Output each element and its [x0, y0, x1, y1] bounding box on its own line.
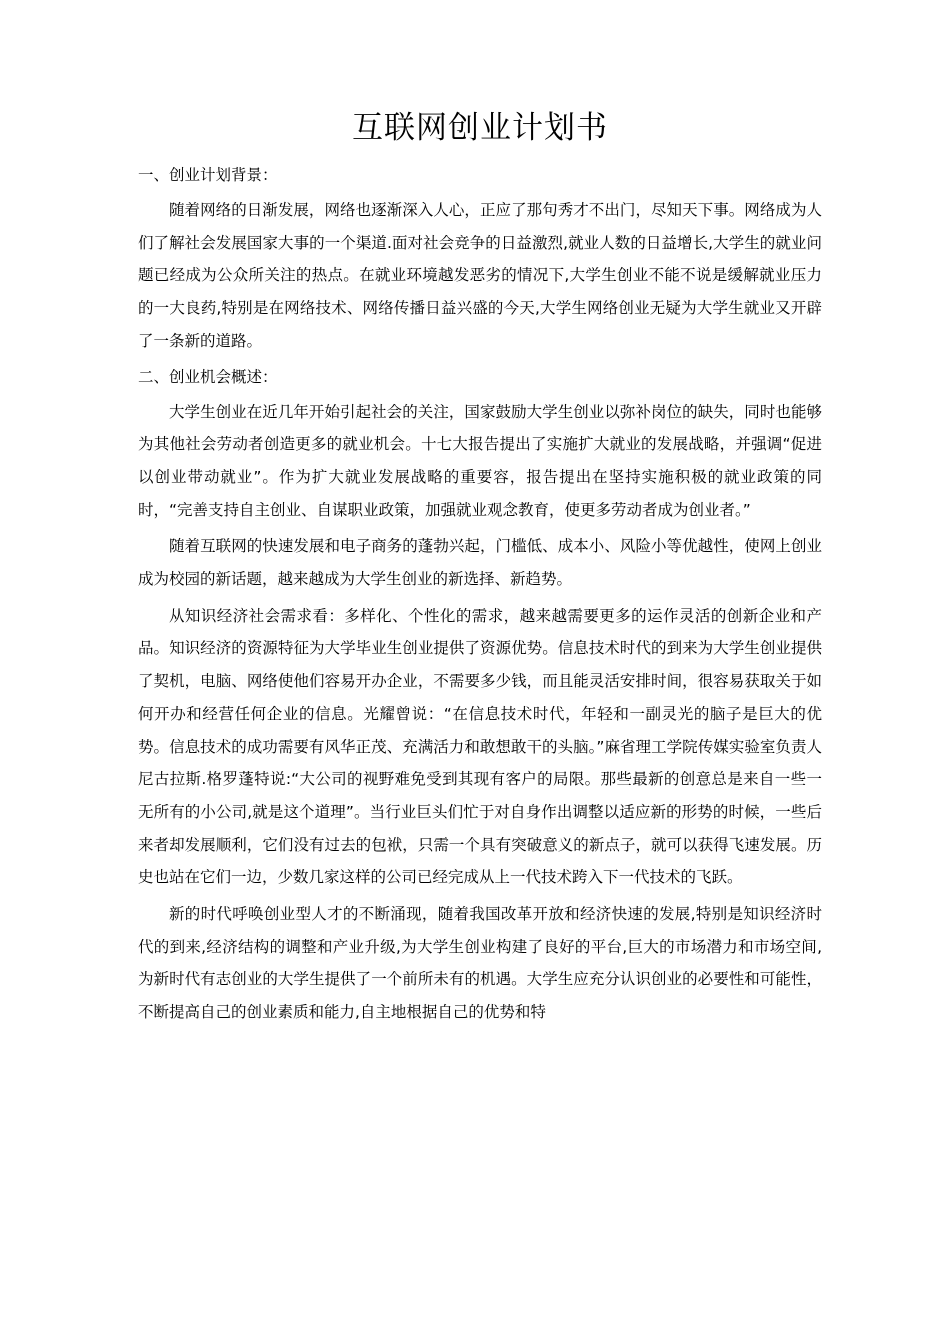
section-heading-background: 一、创业计划背景： [138, 166, 278, 184]
document-body [138, 100, 822, 1033]
paragraph-opportunity-4: 新的时代呼唤创业型人才的不断涌现，随着我国改革开放和经济快速的发展,特别是知识经济时代的到来,经济结构的调整和产业升级,为大学生创业构建了良好的平台,巨大的市场潜力和市场空间,为新时代有志创业的大学生提供了一个前所未有的机遇。大学生应充分认识创业的必要性和可能性，不断提高自己的创业素质和能力,自主地根据自己的优势和特 [138, 905, 822, 1022]
paragraph-background: 随着网络的日渐发展，网络也逐渐深入人心，正应了那句秀才不出门，尽知天下事。网络成为人们了解社会发展国家大事的一个渠道.面对社会竞争的日益激烈,就业人数的日益增长,大学生的就业问题已经成为公众所关注的热点。在就业环境越发恶劣的情况下,大学生创业不能不说是缓解就业压力的一大良药,特别是在网络技术、网络传播日益兴盛的今天,大学生网络创业无疑为大学生就业又开辟了一条新的道路。 [138, 201, 822, 350]
paragraph-opportunity-3: 从知识经济社会需求看：多样化、个性化的需求，越来越需要更多的运作灵活的创新企业和产品。知识经济的资源特征为大学毕业生创业提供了资源优势。信息技术时代的到来为大学生创业提供了契机，电脑、网络使他们容易开办企业，不需要多少钱，而且能灵活安排时间，很容易获取关于如何开办和经营任何企业的信息。光耀曾说：“在信息技术时代，年轻和一副灵光的脑子是巨大的优势。信息技术的成功需要有风华正茂、充满活力和敢想敢干的头脑。”麻省理工学院传媒实验室负责人尼古拉斯.格罗蓬特说:“大公司的视野难免受到其现有客户的局限。那些最新的创意总是来自一些一无所有的小公司,就是这个道理”。当行业巨头们忙于对自身作出调整以适应新的形势的时候，一些后来者却发展顺利，它们没有过去的包袱，只需一个具有突破意义的新点子，就可以获得飞速发展。历史也站在它们一边，少数几家这样的公司已经完成从上一代技术跨入下一代技术的飞跃。 [138, 606, 822, 887]
paragraph-opportunity-1: 大学生创业在近几年开始引起社会的关注，国家鼓励大学生创业以弥补岗位的缺失，同时也能够为其他社会劳动者创造更多的就业机会。十七大报告提出了实施扩大就业的发展战略，并强调“促进以创业带动就业”。作为扩大就业发展战略的重要容，报告提出在坚持实施积极的就业政策的同时，“完善支持自主创业、自谋职业政策，加强就业观念教育，使更多劳动者成为创业者。” [138, 402, 822, 519]
section-heading-opportunity: 二、创业机会概述： [138, 367, 278, 386]
paragraph-opportunity-2: 随着互联网的快速发展和电子商务的蓬勃兴起，门槛低、成本小、风险小等优越性，使网上创业成为校园的新话题，越来越成为大学生创业的新选择、新趋势。 [138, 537, 822, 589]
document-title: 互联网创业计划书 [352, 110, 608, 146]
